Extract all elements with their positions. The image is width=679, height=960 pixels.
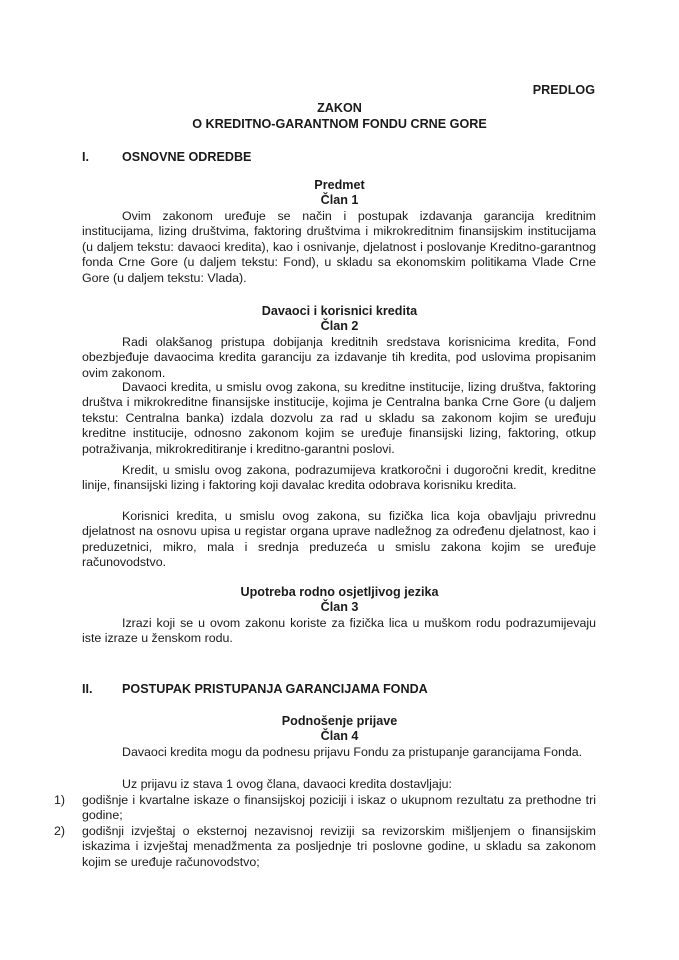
section-title: OSNOVNE ODREDBE (122, 150, 252, 164)
section-number: II. (82, 682, 93, 696)
section-heading (82, 682, 428, 697)
article-label: Član 3 (320, 600, 359, 614)
section-heading (82, 150, 251, 165)
article-paragraph: Davaoci kredita mogu da podnesu prijavu Fondu za pristupanje garancijama Fonda. (122, 745, 583, 759)
list-text: godišnje i kvartalne iskaze o finansijskoj poziciji i iskaz o ukupnom rezultatu za prethodne tri godine; (82, 793, 596, 823)
article-paragraph: Kredit, u smislu ovog zakona, podrazumijeva kratkoročni i dugoročni kredit, kreditne linije, finansijski lizing i faktoring koji davalac kredita odobrava korisniku kredita. (82, 463, 596, 493)
article-paragraph: Radi olakšanog pristupa dobijanja kreditnih sredstava korisnicima kredita, Fond obezbjeđuje davaocima kredita garanciju za izdavanje tih kredita, pod uslovima propisanim ovim zakonom. (82, 335, 596, 380)
law-subtitle: O KREDITNO-GARANTNOM FONDU CRNE GORE (192, 117, 487, 131)
article-paragraph: Uz prijavu iz stava 1 ovog člana, davaoci kredita dostavljaju: (122, 777, 452, 791)
list-item (54, 824, 596, 870)
section-number: I. (82, 150, 89, 164)
article-label: Član 1 (320, 193, 359, 207)
section-title: POSTUPAK PRISTUPANJA GARANCIJAMA FONDA (122, 682, 428, 696)
article-paragraph: Izrazi koji se u ovom zakonu koriste za fizička lica u muškom rodu podrazumijevaju iste izraze u ženskom rodu. (82, 616, 596, 646)
list-text: godišnji izvještaj o eksternoj nezavisnoj reviziji sa revizorskim mišljenjem o finansijskim iskazima i izvještaj menadžmenta za posljednje tri poslovne godine, u skladu sa zakonom kojim se uređuje računovodstvo; (82, 824, 596, 869)
law-title: ZAKON (317, 101, 362, 115)
list-number: 2) (54, 824, 66, 838)
article-label: Član 4 (320, 729, 359, 743)
article-paragraph: Korisnici kredita, u smislu ovog zakona, su fizička lica koja obavljaju privrednu djelatnost na osnovu upisa u registar organa uprave nadležnog za određenu djelatnost, kao i preduzetnici, mikro, mala i srednja preduzeća u smislu zakona kojim se uređuje računovodstvo. (82, 509, 596, 570)
article-paragraph: Davaoci kredita, u smislu ovog zakona, su kreditne institucije, lizing društva, faktoring društva i mikrokreditne finansijske institucije, kojima je Centralna banka Crne Gore (u daljem tekstu: Centralna banka) izdala dozvolu za rad u skladu sa zakonom kojim se uređuju kreditne institucije, odnosno zakonom kojim se uređuje finansijski lizing, faktoring, otkup potraživanja, mikrokreditiranje i kreditno-garantni poslovi. (82, 380, 596, 456)
list-item (54, 793, 596, 824)
list-number: 1) (54, 793, 66, 807)
proposal-marker: PREDLOG (532, 83, 595, 97)
article-subject: Podnošenje prijave (281, 714, 398, 728)
article-subject: Davaoci i korisnici kredita (261, 304, 418, 318)
article-subject: Predmet (314, 178, 365, 192)
article-label: Član 2 (320, 319, 359, 333)
article-subject: Upotreba rodno osjetljivog jezika (240, 585, 439, 599)
article-paragraph: Ovim zakonom uređuje se način i postupak izdavanja garancija kreditnim institucijama, lizing društvima, faktoring društvima i mikrokreditnim finansijskim institucijama (u daljem tekstu: davaoci kredita), kao i osnivanje, djelatnost i poslovanje Kreditno-garantnog fonda Crne Gore (u daljem tekstu: Fond), u skladu sa ekonomskim politikama Vlade Crne Gore (u daljem tekstu: Vlada). (82, 209, 596, 285)
